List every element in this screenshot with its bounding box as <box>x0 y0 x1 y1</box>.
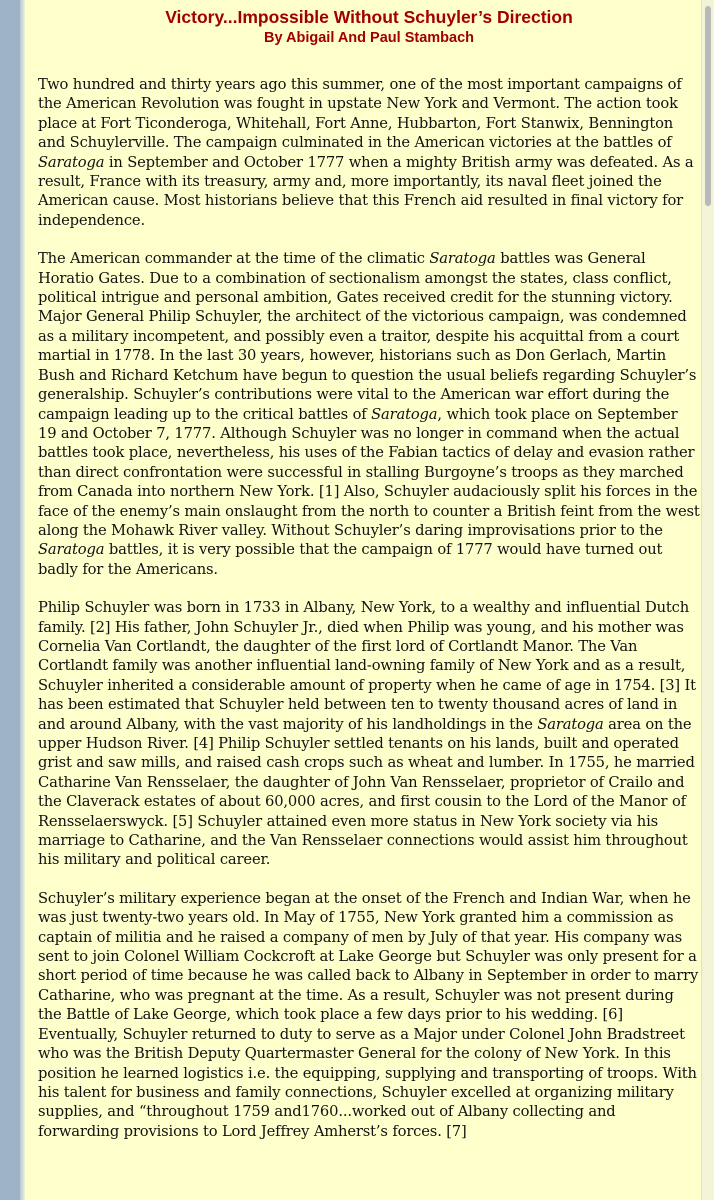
left-sidebar-edge <box>20 0 25 1200</box>
paragraph-text: area on the upper Hudson River. [4] Philip Schuyler settled tenants on his lands, built and operated grist and saw mills, and raised cash crops such as wheat and lumber. In 1755, he married Catharine Van Rensselaer, the daughter of John Van Rensselaer, proprietor of Crailo and the Claverack estates of about 60,000 acres, and first cousin to the Lord of the Manor of Rensselaerswyck. [5] Schuyler attained even more status in New York society via his marriage to Catharine, and the Van Rensselaer connections would assist him throughout his military and political career. <box>38 715 695 869</box>
article-paragraph <box>38 889 700 1141</box>
article-paragraph <box>38 249 700 579</box>
paragraph-text: Philip Schuyler was born in 1733 in Albany, New York, to a wealthy and influential Dutch family. [2] His father, John Schuyler Jr., died when Philip was young, and his mother was Cornelia Van Cortlandt, the daughter of the first lord of Cortlandt Manor. The Van Cortlandt family was another influential land-owning family of New York and as a result, Schuyler inherited a considerable amount of property when he came of age in 1754. [3] It has been estimated that Schuyler held between ten to twenty thousand acres of land in and around Albany, with the vast majority of his landholdings in the <box>38 599 696 733</box>
article-paragraph <box>38 75 700 230</box>
article-title: Victory...Impossible Without Schuyler’s Direction <box>165 7 573 27</box>
italic-text: Saratoga <box>537 715 604 733</box>
left-sidebar-bar <box>0 0 20 1200</box>
italic-text: Saratoga <box>38 153 105 171</box>
article <box>38 0 700 1160</box>
scrollbar-thumb[interactable] <box>705 6 711 206</box>
italic-text: Saratoga <box>38 541 105 559</box>
paragraph-text: in September and October 1777 when a mighty British army was defeated. As a result, France with its treasury, army and, more importantly, its naval fleet joined the American cause. Most historians believe that this French aid resulted in final victory for independence. <box>38 153 694 229</box>
italic-text: Saratoga <box>371 405 438 423</box>
paragraph-text: Two hundred and thirty years ago this summer, one of the most important campaigns of the American Revolution was fought in upstate New York and Vermont. The action took place at Fort Ticonderoga, Whitehall, Fort Anne, Hubbarton, Fort Stanwix, Bennington and Schuylerville. The campaign culminated in the American victories at the battles of <box>38 76 682 152</box>
paragraph-text: battles, it is very possible that the campaign of 1777 would have turned out badly for the Americans. <box>38 541 663 578</box>
article-paragraph <box>38 598 700 870</box>
paragraph-text: battles was General Horatio Gates. Due to a combination of sectionalism amongst the states, class conflict, political intrigue and personal ambition, Gates received credit for the stunning victory. Major General Philip Schuyler, the architect of the victorious campaign, was condemned as a military incompetent, and possibly even a traitor, despite his acquittal from a court martial in 1778. In the last 30 years, however, historians such as Don Gerlach, Martin Bush and Richard Ketchum have begun to question the usual beliefs regarding Schuyler’s generalship. Schuyler’s contributions were vital to the American war effort during the campaign leading up to the critical battles of <box>38 250 697 423</box>
paragraph-text: , which took place on September 19 and October 7, 1777. Although Schuyler was no longer in command when the actual battles took place, nevertheless, his uses of the Fabian tactics of delay and evasion rather than direct confrontation were successful in stalling Burgoyne’s troops as they marched from Canada into northern New York. [1] Also, Schuyler audaciously split his forces in the face of the enemy’s main onslaught from the north to counter a British feint from the west along the Mohawk River valley. Without Schuyler’s daring improvisations prior to the <box>38 405 700 539</box>
vertical-scrollbar[interactable] <box>701 0 714 1200</box>
article-body <box>38 75 700 1141</box>
article-byline: By Abigail And Paul Stambach <box>263 30 475 46</box>
italic-text: Saratoga <box>429 250 496 268</box>
paragraph-text: The American commander at the time of the climatic <box>38 250 430 268</box>
paragraph-text: Schuyler’s military experience began at the onset of the French and Indian War, when he was just twenty-two years old. In May of 1755, New York granted him a commission as captain of militia and he raised a company of men by July of that year. His company was sent to join Colonel William Cockcroft at Lake George but Schuyler was only present for a short period of time because he was called back to Albany in September in order to marry Catharine, who was pregnant at the time. As a result, Schuyler was not present during the Battle of Lake George, which took place a few days prior to his wedding. [6] Eventually, Schuyler returned to duty to serve as a Major under Colonel John Bradstreet who was the British Deputy Quartermaster General for the colony of New York. In this position he learned logistics i.e. the equipping, supplying and transporting of troops. With his talent for business and family connections, Schuyler excelled at organizing military supplies, and “throughout 1759 and1760...worked out of Albany collecting and forwarding provisions to Lord Jeffrey Amherst’s forces. [7] <box>38 889 699 1140</box>
